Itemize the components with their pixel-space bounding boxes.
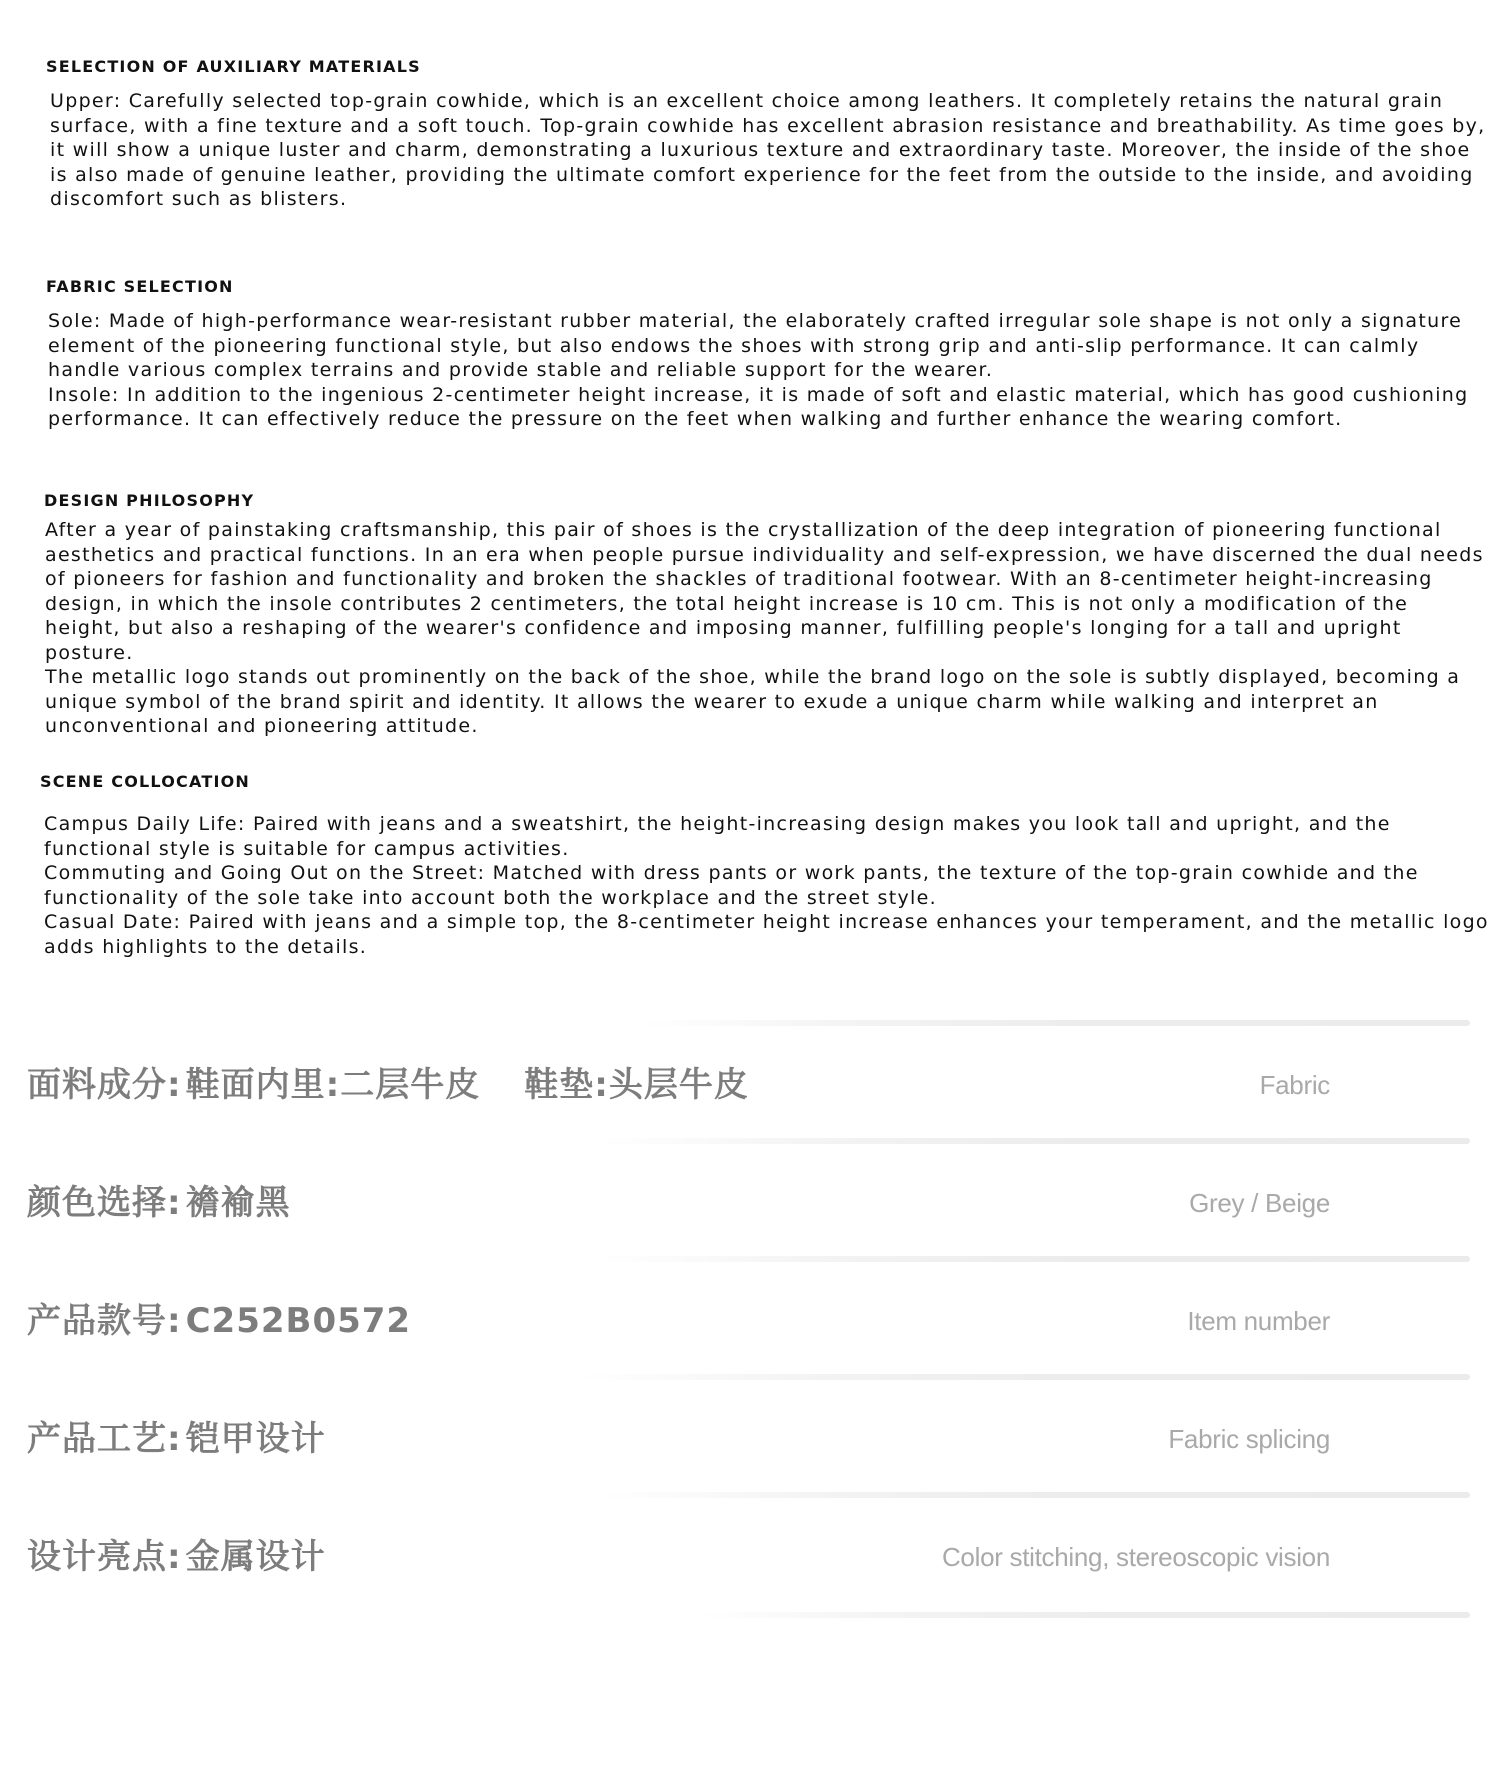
section-body xyxy=(44,812,1496,959)
section-heading: SELECTION OF AUXILIARY MATERIALS xyxy=(46,57,421,76)
spec-row-fabric xyxy=(0,1026,1500,1144)
spec-english: Fabric xyxy=(1259,1070,1330,1100)
spec-row-highlights xyxy=(0,1498,1500,1616)
paragraph: After a year of painstaking craftsmanship, this pair of shoes is the crystallization of the deep integration of pioneering functional aesthetics and practical functions. In an era when people pursue individuality and self-expression, we have discerned the dual needs of pioneers for fashion and functionality and broken the shackles of traditional footwear. With an 8-centimeter height-increasing design, in which the insole contributes 2 centimeters, the total height increase is 10 cm. This is not only a modification of the height, but also a reshaping of the wearer's confidence and imposing manner, fulfilling people's longing for a tall and upright posture. xyxy=(45,519,1484,664)
paragraph: Commuting and Going Out on the Street: Matched with dress pants or work pants, the texture of the top-grain cowhide and the functionality of the sole take into account both the workplace and the street style. xyxy=(44,862,1419,909)
paragraph: Upper: Carefully selected top-grain cowhide, which is an excellent choice among leathers. It completely retains the natural grain surface, with a fine texture and a soft touch. Top-grain cowhide has excellent abrasion resistance and breathability. As time goes by, it will show a unique luster and charm, demonstrating a luxurious texture and extraordinary taste. Moreover, the inside of the shoe is also made of genuine leather, providing the ultimate comfort experience for the feet from the outside to the inside, and avoiding discomfort such as blisters. xyxy=(50,90,1486,210)
spec-label-value: 襜褕黑 xyxy=(185,1183,291,1223)
spec-row-color xyxy=(0,1144,1500,1262)
spec-label-value: C252B0572 xyxy=(185,1301,412,1341)
spec-label-key: 面料成分: xyxy=(27,1065,182,1105)
spec-english: Item number xyxy=(1187,1306,1330,1336)
spec-label-value: 铠甲设计 xyxy=(185,1419,326,1459)
spec-label xyxy=(27,1498,326,1616)
section-heading: DESIGN PHILOSOPHY xyxy=(44,491,255,510)
paragraph: Campus Daily Life: Paired with jeans and a sweatshirt, the height-increasing design makes you look tall and upright, and the functional style is suitable for campus activities. xyxy=(44,813,1391,860)
spec-label-value: 金属设计 xyxy=(185,1537,326,1577)
divider xyxy=(700,1612,1470,1618)
section-body xyxy=(50,89,1490,212)
section-heading: FABRIC SELECTION xyxy=(46,277,234,296)
spec-english: Grey / Beige xyxy=(1189,1188,1330,1218)
section-body xyxy=(45,518,1490,739)
spec-label xyxy=(27,1262,411,1380)
spec-label-value-secondary: 鞋垫:头层牛皮 xyxy=(524,1065,749,1105)
spec-row-item-number xyxy=(0,1262,1500,1380)
spec-label-key: 产品工艺: xyxy=(27,1419,182,1459)
paragraph: Casual Date: Paired with jeans and a simple top, the 8-centimeter height increase enhances your temperament, and the metallic logo adds highlights to the details. xyxy=(44,911,1489,958)
spec-label xyxy=(27,1144,291,1262)
spec-label xyxy=(27,1380,326,1498)
spec-label-value: 鞋面内里:二层牛皮 xyxy=(185,1065,481,1105)
spec-label-key: 颜色选择: xyxy=(27,1183,182,1223)
paragraph: Sole: Made of high-performance wear-resistant rubber material, the elaborately crafted irregular sole shape is not only a signature element of the pioneering functional style, but also endows the shoes with strong grip and anti-slip performance. It can calmly handle various complex terrains and provide stable and reliable support for the wearer. xyxy=(48,310,1463,381)
paragraph: The metallic logo stands out prominently on the back of the shoe, while the brand logo on the sole is subtly displayed, becoming a unique symbol of the brand spirit and identity. It allows the wearer to exude a unique charm while walking and interpret an unconventional and pioneering attitude. xyxy=(45,666,1461,737)
spec-english: Fabric splicing xyxy=(1168,1424,1330,1454)
spec-label-key: 产品款号: xyxy=(27,1301,182,1341)
spec-label-key: 设计亮点: xyxy=(27,1537,182,1577)
section-heading: SCENE COLLOCATION xyxy=(40,772,250,791)
spec-row-craft xyxy=(0,1380,1500,1498)
paragraph: Insole: In addition to the ingenious 2-centimeter height increase, it is made of soft and elastic material, which has good cushioning performance. It can effectively reduce the pressure on the feet when walking and further enhance the wearing comfort. xyxy=(48,383,1469,430)
section-body xyxy=(48,309,1493,432)
spec-label xyxy=(27,1026,749,1144)
spec-english: Color stitching, stereoscopic vision xyxy=(941,1542,1330,1572)
